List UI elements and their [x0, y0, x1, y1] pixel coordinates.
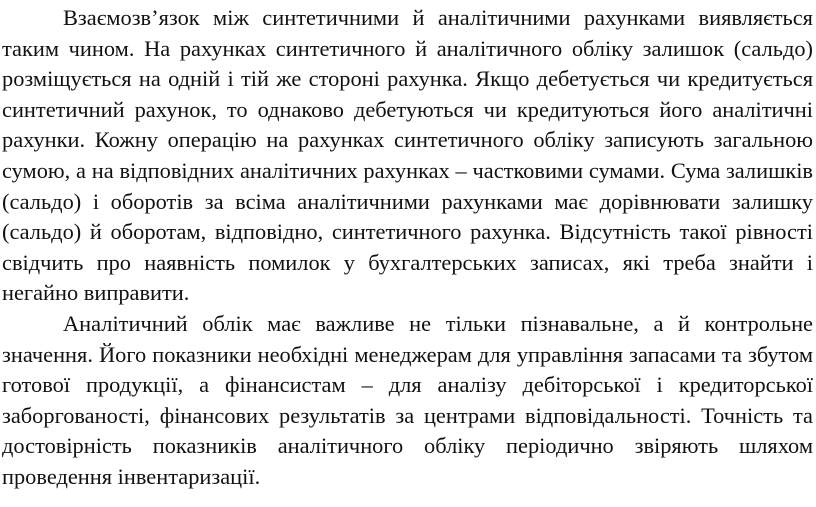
paragraph-synthetic-analytical-relationship: Взаємозв’язок між синтетичними й аналітичними рахунками виявляється таким чином. На рахунках синтетичного й аналітичного обліку залишок (сальдо) розміщується на одній і тій же стороні рахунка. Якщо дебетується чи кредитується синтетичний рахунок, то однаково дебетуються чи кредитуються його аналітичні рахунки. Кожну операцію на рахунках синтетичного обліку записують загальною сумою, а на відповідних аналітичних рахунках – частковими сумами. Сума залишків (сальдо) і оборотів за всіма аналітичними рахунками має дорівнювати залишку (сальдо) й оборотам, відповідно, синтетичного рахунка. Відсутність такої рівності свідчить про наявність помилок у бухгалтерських записах, які треба знайти і негайно виправити.: [2, 5, 813, 306]
paragraph-analytical-accounting-value: Аналітичний облік має важливе не тільки пізнавальне, а й контрольне значення. Його показники необхідні менеджерам для управління запасами та збутом готової продукції, а фінансистам – для аналізу дебіторської і кредиторської заборгованості, фінансових результатів за центрами відповідальності. Точність та достовірність показників аналітичного обліку періодично звіряють шляхом проведення інвентаризації.: [2, 310, 813, 489]
document-page: [2, 3, 813, 493]
